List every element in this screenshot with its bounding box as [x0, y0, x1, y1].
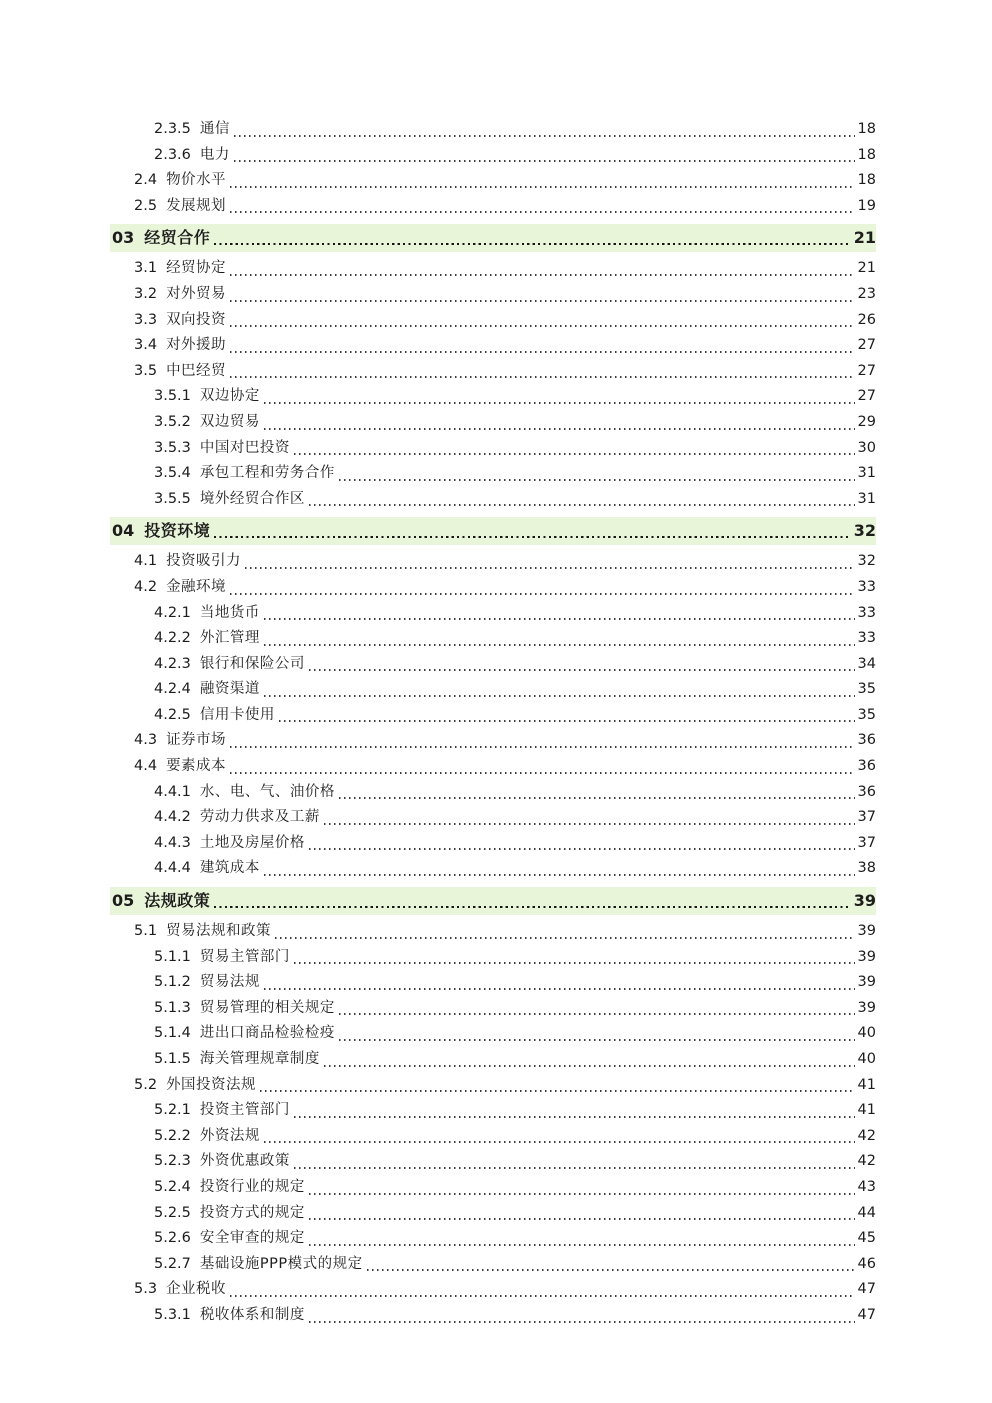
toc-entry-title: 通信 [199, 121, 230, 137]
dotted-leader [214, 224, 850, 252]
toc-page-number: 29 [857, 413, 876, 430]
dotted-leader [309, 487, 855, 513]
toc-page-number: 31 [857, 490, 876, 507]
dotted-leader [264, 410, 855, 436]
toc-entry[interactable] [110, 1303, 876, 1329]
toc-page-number: 21 [853, 228, 876, 248]
toc-entry-number: 4.2.3 [154, 655, 191, 672]
dotted-leader [230, 728, 854, 754]
toc-entry-title: 建筑成本 [199, 860, 260, 877]
toc-page-number: 39 [857, 948, 876, 965]
toc-section-header[interactable] [110, 517, 876, 545]
toc-page-number: 39 [857, 923, 876, 940]
toc-entry-number: 5.1.4 [154, 1025, 191, 1042]
toc-entry-title: 基础设施PPP模式的规定 [199, 1255, 363, 1272]
toc-entry[interactable] [110, 333, 876, 359]
toc-entry-title: 当地货币 [199, 604, 260, 621]
toc-page-number: 21 [857, 260, 876, 277]
toc-page-number: 41 [857, 1102, 876, 1119]
toc-entry[interactable] [110, 575, 876, 601]
toc-page-number: 33 [857, 604, 876, 621]
toc-entry-title: 投资环境 [144, 521, 211, 541]
toc-entry[interactable] [110, 436, 876, 462]
toc-page-number: 40 [857, 1051, 876, 1067]
toc-entry[interactable] [110, 1073, 876, 1099]
toc-entry-number: 5.1.5 [154, 1051, 191, 1067]
toc-entry[interactable] [110, 1047, 876, 1073]
dotted-leader [230, 282, 854, 308]
toc-entry-title: 投资主管部门 [199, 1102, 290, 1119]
dotted-leader [230, 168, 854, 194]
toc-page-number: 45 [857, 1230, 876, 1247]
toc-page-number: 30 [857, 439, 876, 456]
dotted-leader [294, 945, 855, 971]
toc-entry-title: 境外经贸合作区 [199, 490, 305, 507]
dotted-leader [275, 919, 854, 945]
toc-page-number: 27 [857, 362, 876, 379]
toc-entry-number: 4.2.5 [154, 706, 191, 723]
toc-entry[interactable] [110, 194, 876, 220]
toc-entry-title: 投资吸引力 [166, 553, 242, 570]
toc-page-number: 39 [857, 999, 876, 1016]
toc-page-number: 37 [857, 809, 876, 826]
toc-entry[interactable] [110, 168, 876, 194]
dotted-leader [339, 780, 855, 806]
toc-entry[interactable] [110, 1149, 876, 1175]
toc-page-number: 36 [857, 783, 876, 800]
toc-page-number: 35 [857, 681, 876, 698]
toc-entry-title: 土地及房屋价格 [199, 834, 305, 851]
toc-entry[interactable] [110, 919, 876, 945]
toc-entry-number: 3.5 [134, 362, 158, 379]
toc-entry[interactable] [110, 410, 876, 436]
toc-entry-title: 外资优惠政策 [199, 1153, 290, 1170]
dotted-leader [230, 256, 854, 282]
dotted-leader [339, 996, 855, 1022]
toc-entry-title: 安全审查的规定 [199, 1230, 305, 1247]
dotted-leader [309, 1226, 855, 1252]
dotted-leader [214, 887, 850, 915]
toc-entry[interactable] [110, 601, 876, 627]
toc-entry-title: 税收体系和制度 [199, 1306, 305, 1323]
toc-entry-number: 3.3 [134, 311, 158, 328]
toc-entry-title: 双边贸易 [199, 413, 260, 430]
dotted-leader [309, 1175, 855, 1201]
toc-entry-number: 4.4.1 [154, 783, 191, 800]
toc-entry-number: 05 [112, 891, 135, 911]
toc-page-number: 47 [857, 1281, 876, 1298]
toc-entry-title: 对外贸易 [166, 285, 227, 302]
toc-entry[interactable] [110, 1021, 876, 1047]
toc-entry[interactable] [110, 1175, 876, 1201]
toc-entry-title: 外汇管理 [199, 630, 260, 647]
dotted-leader [294, 1149, 855, 1175]
dotted-leader [339, 461, 855, 487]
toc-entry[interactable] [110, 703, 876, 729]
toc-entry-number: 4.4.2 [154, 809, 191, 826]
toc-entry-number: 5.2.5 [154, 1204, 191, 1221]
toc-entry[interactable] [110, 256, 876, 282]
dotted-leader [230, 333, 854, 359]
dotted-leader [309, 652, 855, 678]
toc-entry-title: 贸易法规 [199, 974, 260, 991]
dotted-leader [264, 856, 855, 882]
toc-entry-title: 承包工程和劳务合作 [199, 465, 335, 482]
toc-entry-number: 5.3.1 [154, 1306, 191, 1323]
toc-entry-title: 双向投资 [166, 311, 227, 328]
toc-entry-number: 4.2.2 [154, 630, 191, 647]
toc-entry-number: 03 [112, 228, 135, 248]
toc-page-number: 39 [857, 974, 876, 991]
dotted-leader [230, 754, 854, 780]
toc-entry-number: 3.4 [134, 337, 158, 354]
toc-entry[interactable] [110, 487, 876, 513]
toc-page-number: 32 [853, 521, 876, 541]
toc-entry-title: 进出口商品检验检疫 [199, 1025, 335, 1042]
toc-entry[interactable] [110, 359, 876, 385]
toc-entry-number: 5.2.1 [154, 1102, 191, 1119]
toc-entry-title: 银行和保险公司 [199, 655, 305, 672]
toc-entry-title: 中巴经贸 [166, 362, 227, 379]
dotted-leader [230, 575, 854, 601]
toc-page-number: 26 [857, 311, 876, 328]
toc-entry-number: 5.2.6 [154, 1230, 191, 1247]
dotted-leader [264, 601, 855, 627]
toc-entry[interactable] [110, 626, 876, 652]
toc-section-header[interactable] [110, 224, 876, 252]
toc-entry[interactable] [110, 970, 876, 996]
toc-entry[interactable] [110, 143, 876, 169]
toc-entry-number: 2.5 [134, 197, 158, 214]
toc-page-number: 43 [857, 1178, 876, 1195]
toc-entry[interactable] [110, 1277, 876, 1303]
toc-entry[interactable] [110, 1124, 876, 1150]
dotted-leader [264, 384, 855, 410]
dotted-leader [367, 1252, 855, 1278]
toc-entry-title: 投资行业的规定 [199, 1178, 305, 1195]
toc-page-number: 36 [857, 758, 876, 775]
dotted-leader [309, 831, 855, 857]
toc-page-number: 19 [857, 197, 876, 214]
toc-entry-title: 对外援助 [166, 337, 227, 354]
toc-entry-title: 中国对巴投资 [199, 439, 290, 456]
toc-page-number: 41 [857, 1076, 876, 1093]
toc-entry[interactable] [110, 831, 876, 857]
dotted-leader [230, 308, 854, 334]
toc-entry-title: 信用卡使用 [199, 706, 275, 723]
toc-entry-number: 5.3 [134, 1281, 158, 1298]
toc-entry-number: 4.4.4 [154, 860, 191, 877]
dotted-leader [234, 117, 855, 143]
toc-entry[interactable] [110, 461, 876, 487]
toc-entry-number: 3.5.3 [154, 439, 191, 456]
toc-entry-title: 法规政策 [144, 891, 211, 911]
toc-entry-number: 5.1.2 [154, 974, 191, 991]
toc-entry-number: 4.2 [134, 578, 158, 595]
toc-page-number: 42 [857, 1153, 876, 1170]
toc-entry-number: 5.1.3 [154, 999, 191, 1016]
toc-page-number: 18 [857, 146, 876, 163]
toc-page-number: 32 [857, 553, 876, 570]
toc-page-number: 42 [857, 1127, 876, 1144]
toc-entry-title: 外国投资法规 [166, 1076, 257, 1093]
toc-entry-number: 3.5.1 [154, 388, 191, 405]
dotted-leader [309, 1201, 855, 1227]
toc-entry-number: 3.5.2 [154, 413, 191, 430]
toc-entry-title: 贸易主管部门 [199, 948, 290, 965]
toc-entry[interactable] [110, 1226, 876, 1252]
toc-entry-title: 经贸合作 [144, 228, 211, 248]
toc-entry-title: 融资渠道 [199, 681, 260, 698]
toc-entry-number: 4.2.1 [154, 604, 191, 621]
toc-entry-title: 外资法规 [199, 1127, 260, 1144]
toc-entry-title: 要素成本 [166, 758, 227, 775]
toc-entry[interactable] [110, 549, 876, 575]
toc-entry-title: 金融环境 [166, 578, 227, 595]
toc-entry[interactable] [110, 945, 876, 971]
dotted-leader [234, 143, 855, 169]
toc-entry-number: 3.5.5 [154, 490, 191, 507]
toc-entry[interactable] [110, 652, 876, 678]
toc-entry-number: 4.4 [134, 758, 158, 775]
toc-entry[interactable] [110, 308, 876, 334]
dotted-leader [324, 1047, 855, 1073]
toc-page-number: 23 [857, 285, 876, 302]
dotted-leader [214, 517, 850, 545]
dotted-leader [264, 1124, 855, 1150]
toc-entry-number: 04 [112, 521, 135, 541]
toc-entry[interactable] [110, 996, 876, 1022]
toc-page-number: 33 [857, 630, 876, 647]
table-of-contents [110, 117, 876, 1329]
dotted-leader [264, 626, 855, 652]
toc-entry-number: 2.3.5 [154, 121, 191, 137]
toc-entry-number: 4.2.4 [154, 681, 191, 698]
toc-page-number: 34 [857, 655, 876, 672]
toc-entry-number: 5.2.4 [154, 1178, 191, 1195]
toc-page-number: 27 [857, 388, 876, 405]
toc-page-number: 36 [857, 732, 876, 749]
toc-page-number: 47 [857, 1306, 876, 1323]
toc-entry-title: 经贸协定 [166, 260, 227, 277]
toc-entry[interactable] [110, 1201, 876, 1227]
toc-entry[interactable] [110, 856, 876, 882]
toc-entry[interactable] [110, 780, 876, 806]
toc-entry[interactable] [110, 728, 876, 754]
toc-entry-number: 4.4.3 [154, 834, 191, 851]
toc-entry-title: 投资方式的规定 [199, 1204, 305, 1221]
toc-page-number: 40 [857, 1025, 876, 1042]
toc-page-number: 37 [857, 834, 876, 851]
dotted-leader [260, 1073, 854, 1099]
toc-entry-title: 双边协定 [199, 388, 260, 405]
dotted-leader [230, 1277, 854, 1303]
toc-entry-number: 5.1.1 [154, 948, 191, 965]
dotted-leader [264, 970, 855, 996]
toc-entry-number: 2.4 [134, 172, 158, 189]
toc-entry[interactable] [110, 1252, 876, 1278]
toc-page-number: 31 [857, 465, 876, 482]
toc-entry[interactable] [110, 1098, 876, 1124]
toc-entry[interactable] [110, 282, 876, 308]
toc-entry-title: 海关管理规章制度 [199, 1051, 320, 1067]
toc-entry-title: 物价水平 [166, 172, 227, 189]
toc-entry[interactable] [110, 384, 876, 410]
toc-page-number: 33 [857, 578, 876, 595]
toc-page-number: 44 [857, 1204, 876, 1221]
toc-entry[interactable] [110, 805, 876, 831]
toc-entry-title: 证券市场 [166, 732, 227, 749]
dotted-leader [339, 1021, 855, 1047]
dotted-leader [245, 549, 854, 575]
toc-page-number: 18 [857, 172, 876, 189]
toc-entry-number: 5.2 [134, 1076, 158, 1093]
toc-entry[interactable] [110, 117, 876, 143]
toc-page-number: 38 [857, 860, 876, 877]
toc-entry[interactable] [110, 677, 876, 703]
toc-page-number: 27 [857, 337, 876, 354]
toc-entry-number: 2.3.6 [154, 146, 191, 163]
toc-entry-number: 4.1 [134, 553, 158, 570]
dotted-leader [294, 1098, 855, 1124]
toc-entry-title: 电力 [199, 146, 230, 163]
dotted-leader [309, 1303, 855, 1329]
toc-page-number: 39 [853, 891, 876, 911]
toc-entry-title: 劳动力供求及工薪 [199, 809, 320, 826]
toc-entry-number: 5.1 [134, 923, 158, 940]
toc-entry-title: 贸易法规和政策 [166, 923, 272, 940]
toc-entry-title: 企业税收 [166, 1281, 227, 1298]
dotted-leader [230, 359, 854, 385]
dotted-leader [294, 436, 855, 462]
toc-page-number: 46 [857, 1255, 876, 1272]
toc-entry-number: 3.5.4 [154, 465, 191, 482]
dotted-leader [279, 703, 855, 729]
dotted-leader [264, 677, 855, 703]
toc-entry-number: 5.2.3 [154, 1153, 191, 1170]
dotted-leader [324, 805, 855, 831]
toc-section-header[interactable] [110, 887, 876, 915]
dotted-leader [230, 194, 854, 220]
toc-entry-number: 4.3 [134, 732, 158, 749]
toc-entry-title: 贸易管理的相关规定 [199, 999, 335, 1016]
toc-page-number: 35 [857, 706, 876, 723]
toc-entry-number: 5.2.7 [154, 1255, 191, 1272]
toc-page-number: 18 [857, 121, 876, 137]
toc-entry[interactable] [110, 754, 876, 780]
toc-entry-title: 水、电、气、油价格 [199, 783, 335, 800]
toc-entry-number: 3.2 [134, 285, 158, 302]
toc-entry-number: 3.1 [134, 260, 158, 277]
toc-entry-number: 5.2.2 [154, 1127, 191, 1144]
toc-entry-title: 发展规划 [166, 197, 227, 214]
